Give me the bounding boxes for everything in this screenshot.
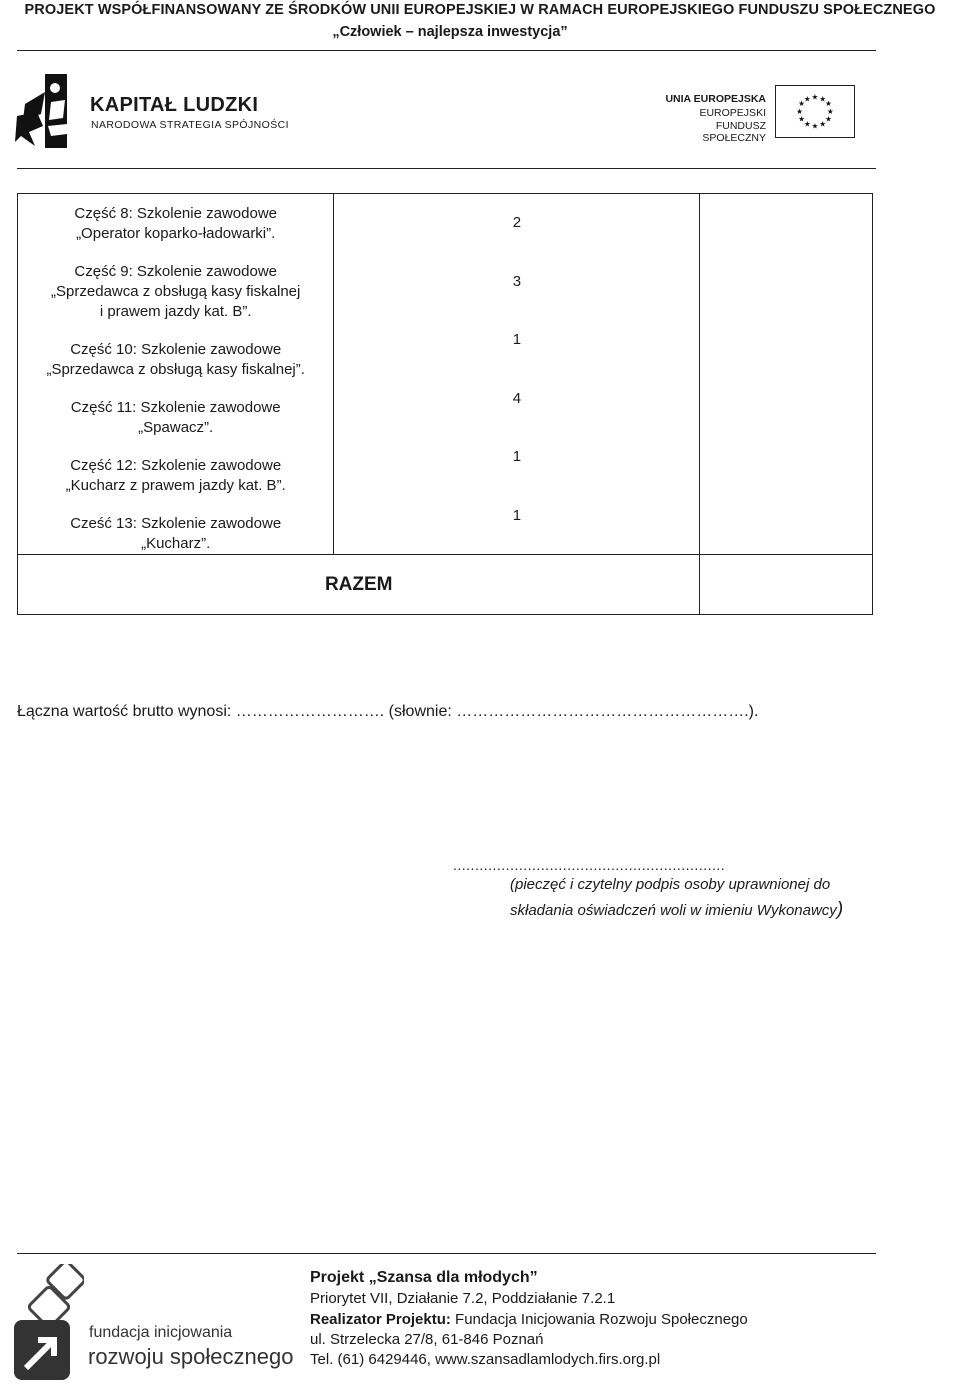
signature-caption-paren: ) <box>836 899 844 920</box>
part-9-name: „Sprzedawca z obsługą kasy fiskalnej <box>51 283 301 300</box>
svg-text:★: ★ <box>819 94 827 104</box>
part-11 <box>18 398 333 438</box>
svg-text:★: ★ <box>826 106 834 116</box>
part-10-title: Część 10: Szkolenie zawodowe <box>70 341 282 358</box>
svg-text:★: ★ <box>803 94 811 104</box>
gross-total-line: Łączna wartość brutto wynosi: ………………………. (słownie: ……………………………………………….). <box>17 703 759 720</box>
footer-realizator-label: Realizator Projektu: <box>310 1311 451 1328</box>
qty-part-9: 3 <box>512 272 522 290</box>
qty-part-13: 1 <box>512 506 522 524</box>
footer-divider <box>17 1253 876 1254</box>
footer-contact: Tel. (61) 6429446, www.szansadlamlodych.firs.org.pl <box>310 1351 661 1368</box>
svg-text:★: ★ <box>796 106 804 116</box>
footer-realizator <box>310 1310 748 1330</box>
qty-part-10: 1 <box>512 331 522 349</box>
svg-text:★: ★ <box>819 119 827 129</box>
qty-part-8: 2 <box>512 214 522 231</box>
eu-label-line2: EUROPEJSKI <box>699 107 766 119</box>
svg-text:★: ★ <box>811 121 819 131</box>
kapital-ludzki-title: KAPITAŁ LUDZKI <box>90 94 259 116</box>
part-11-name: „Spawacz”. <box>138 419 214 436</box>
footer-address: ul. Strzelecka 27/8, 61-846 Poznań <box>310 1331 544 1348</box>
part-8 <box>18 204 333 244</box>
eu-label-line1: UNIA EUROPEJSKA <box>665 93 766 105</box>
total-price-cell-empty[interactable] <box>700 555 873 615</box>
fundacja-logo-line2: rozwoju społecznego <box>88 1344 294 1369</box>
fundacja-logo-icon <box>12 1264 84 1384</box>
total-row-label: RAZEM <box>18 555 700 615</box>
header-slogan: „Człowiek – najlepsza inwestycja” <box>332 24 568 40</box>
svg-text:★: ★ <box>798 114 805 124</box>
part-9-name-cont: i prawem jazdy kat. B”. <box>99 303 252 320</box>
footer-project-name: Projekt „Szansa dla młodych” <box>310 1269 538 1286</box>
qty-part-11: 4 <box>512 389 522 407</box>
part-12 <box>18 456 333 496</box>
footer-priority: Priorytet VII, Działanie 7.2, Poddziałanie 7.2.1 <box>310 1290 616 1307</box>
part-9-title: Część 9: Szkolenie zawodowe <box>74 263 277 280</box>
svg-text:★: ★ <box>825 99 832 109</box>
signature-dots: .............................................................. <box>453 857 726 873</box>
kapital-ludzki-subtitle: NARODOWA STRATEGIA SPÓJNOŚCI <box>91 119 289 131</box>
part-11-title: Część 11: Szkolenie zawodowe <box>70 399 281 416</box>
part-13 <box>18 514 333 554</box>
svg-text:★: ★ <box>798 99 805 109</box>
kapital-ludzki-emblem-icon <box>15 74 71 148</box>
svg-text:★: ★ <box>811 92 819 102</box>
signature-caption-text: składania oświadczeń woli w imieniu Wykonawcy <box>510 902 837 919</box>
signature-caption-line1: (pieczęć i czytelny podpis osoby uprawnionej do <box>510 876 831 893</box>
footer-realizator-value: Fundacja Inicjowania Rozwoju Społecznego <box>450 1311 748 1328</box>
quantity-cell <box>334 194 700 555</box>
eu-label-line3: FUNDUSZ SPOŁECZNY <box>702 120 766 144</box>
training-parts-table <box>17 193 873 615</box>
signature-caption-line2 <box>510 899 843 921</box>
fundacja-logo-line1: fundacja inicjowania <box>89 1324 233 1341</box>
qty-part-12: 1 <box>512 448 522 466</box>
part-13-title: Cześć 13: Szkolenie zawodowe <box>70 515 282 532</box>
part-9 <box>18 262 333 322</box>
part-10 <box>18 340 333 380</box>
header-cofinancing: PROJEKT WSPÓŁFINANSOWANY ZE ŚRODKÓW UNII EUROPEJSKIEJ W RAMACH EUROPEJSKIEGO FUNDUSZU SPOŁECZNEGO <box>24 2 936 18</box>
part-8-name: „Operator koparko-ładowarki”. <box>76 225 276 242</box>
part-10-name: „Sprzedawca z obsługą kasy fiskalnej”. <box>46 361 305 378</box>
part-12-title: Część 12: Szkolenie zawodowe <box>70 457 282 474</box>
header-divider <box>17 50 876 51</box>
price-cell-empty[interactable] <box>700 194 873 555</box>
parts-cell <box>18 194 334 555</box>
eu-flag-icon <box>775 85 855 138</box>
svg-text:★: ★ <box>803 119 811 129</box>
part-8-title: Część 8: Szkolenie zawodowe <box>74 205 277 222</box>
svg-text:★: ★ <box>825 114 832 124</box>
logo-divider <box>17 168 876 169</box>
part-13-name: „Kucharz”. <box>141 535 211 552</box>
part-12-name: „Kucharz z prawem jazdy kat. B”. <box>65 477 286 494</box>
